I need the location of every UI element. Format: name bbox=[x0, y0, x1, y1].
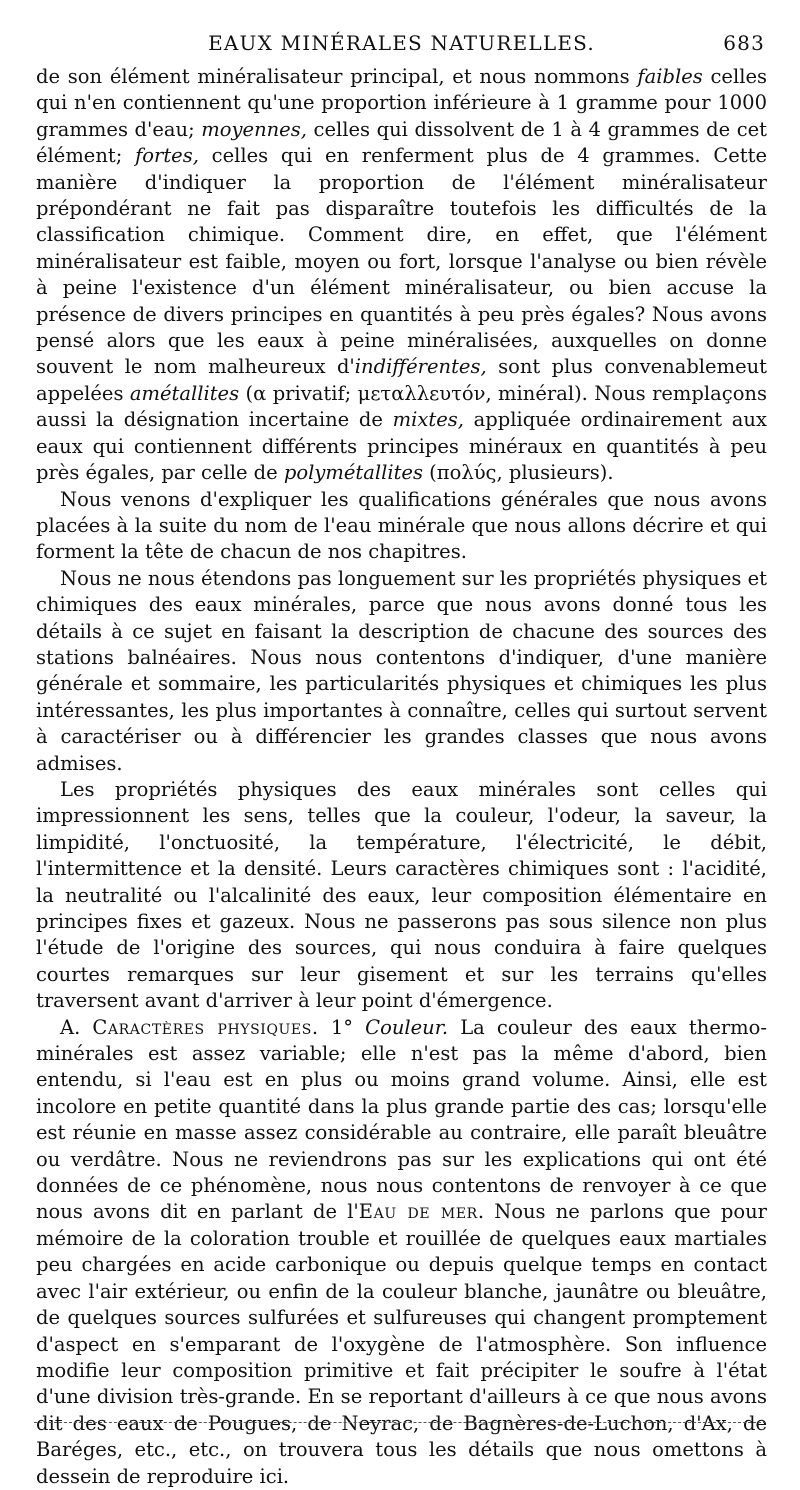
text-span: . Nous ne parlons que pour mémoire de la coloration trouble et rouillée de quelques eaux martiales peu chargées en acide carbonique ou depuis quelque temps en contact avec l'air extérieur, ou enfin de la couleur blanche, jaunâtre ou bleuâtre, de quelques sources sulfurées et sulfureuses qui changent promptement d'aspect en s'emparant de l'oxygène de l'atmosphère. Son influence modifie leur composition primitive et fait précipiter le soufre à l'état d'une division très-grande. En se reportant d'ailleurs à ce que nous avons dit des eaux de Pougues, de Neyrac, de Bagnères-de-Luchon, d'Ax, de Baréges, etc., etc., on trouvera tous les détails que nous omettons à dessein de reproduire ici. bbox=[36, 1200, 767, 1488]
paragraph-4: Les propriétés physiques des eaux minérales sont celles qui impressionnent les sens, telles que la couleur, l'odeur, la saveur, la limpidité, l'onctuosité, la température, l'électricité, le débit, l'intermittence et la densité. Leurs caractères chimiques sont : l'acidité, la neutralité ou l'alcalinité des eaux, leur composition élémentaire en principes fixes et gazeux. Nous ne passerons pas sous silence non plus l'étude de l'origine des sources, qui nous conduira à faire quelques courtes remarques sur leur gisement et sur les terrains qu'elles traversent avant d'arriver à leur point d'émergence. bbox=[36, 777, 767, 1013]
italic-term-moyennes: moyennes, bbox=[201, 117, 307, 141]
running-head bbox=[36, 30, 767, 56]
italic-term-ametallites: amétallites bbox=[129, 381, 240, 405]
text-span: celles qui en renferment plus de 4 grammes. Cette manière d'indiquer la proportion de l'élément minéralisateur prépondérant ne fait pas disparaître toutefois les difficultés de la classification chimique. Comment dire, en effet, que l'élément minéralisateur est faible, moyen ou fort, lorsque l'analyse ou bien révèle à peine l'existence d'un élément minéralisateur, ou bien accuse la présence de divers principes en quantités à peu près égales? Nous avons pensé alors que les eaux à peine minéralisées, auxquelles on donne souvent le nom malheureux d' bbox=[36, 144, 767, 379]
subsection-number: 1° bbox=[318, 1015, 366, 1039]
footer-rule bbox=[34, 1422, 766, 1423]
paragraph-3: Nous ne nous étendons pas longuement sur les propriétés physiques et chimiques des eaux minérales, parce que nous avons donné tous les détails à ce sujet en faisant la description de chacune des sources des stations balnéaires. Nous nous contentons d'indiquer, d'une manière générale et sommaire, les particularités physiques et chimiques les plus intéressantes, les plus importantes à connaître, celles qui surtout servent à caractériser ou à différencier les grandes classes que nous avons admises. bbox=[36, 566, 767, 775]
italic-term-faibles: faibles bbox=[637, 65, 703, 88]
section-label: A. bbox=[60, 1015, 93, 1039]
italic-term-indifferentes: indifférentes, bbox=[354, 355, 487, 379]
text-span: La couleur des eaux thermo-minérales est assez variable; elle n'est pas la même d'abord, bien entendu, si l'eau est en plus ou moins grand volume. Ainsi, elle est incolore en petite quantité dans la plus grande partie des cas; lorsqu'elle est réunie en masse assez considérable au contraire, elle paraît bleuâtre ou verdâtre. Nous ne reviendrons pas sur les explications qui ont été données de ce phénomène, nous nous contentons de renvoyer à ce que nous avons dit en parlant de l' bbox=[36, 1015, 768, 1224]
text-span: de son élément minéralisateur principal, et nous nommons bbox=[36, 65, 638, 88]
paragraph-1 bbox=[36, 64, 767, 487]
body-text bbox=[36, 64, 767, 1490]
italic-term-fortes: fortes, bbox=[135, 144, 199, 168]
subsection-heading: Couleur. bbox=[365, 1015, 449, 1039]
cross-reference: Eau de mer bbox=[358, 1200, 478, 1224]
text-span: celles qui dissolvent de 1 à 4 grammes de cet élément; bbox=[36, 117, 767, 168]
text-span: (πολύς, plusieurs). bbox=[422, 461, 614, 485]
paragraph-5 bbox=[36, 1015, 767, 1490]
running-title: EAUX MINÉRALES NATURELLES. bbox=[208, 31, 595, 55]
italic-term-mixtes: mixtes, bbox=[392, 408, 464, 432]
text-span: appliquée ordinairement aux eaux qui contiennent différents principes minéraux en quantités à peu près égales, par celle de bbox=[36, 408, 767, 485]
page-number: 683 bbox=[723, 31, 765, 55]
section-heading: Caractères physiques. bbox=[92, 1015, 319, 1039]
text-span: celles qui n'en contiennent qu'une proportion inférieure à 1 gramme pour 1000 grammes d'eau; bbox=[36, 65, 767, 141]
text-span: (α privatif; μεταλλευτόν, minéral). Nous remplaçons aussi la désignation incertaine de bbox=[36, 381, 767, 432]
text-span: sont plus convenablemeut appelées bbox=[36, 355, 768, 405]
paragraph-2: Nous venons d'expliquer les qualifications générales que nous avons placées à la suite du nom de l'eau minérale que nous allons décrire et qui forment la tête de chacun de nos chapitres. bbox=[36, 487, 767, 564]
italic-term-polymetallites: polymétallites bbox=[283, 461, 423, 485]
